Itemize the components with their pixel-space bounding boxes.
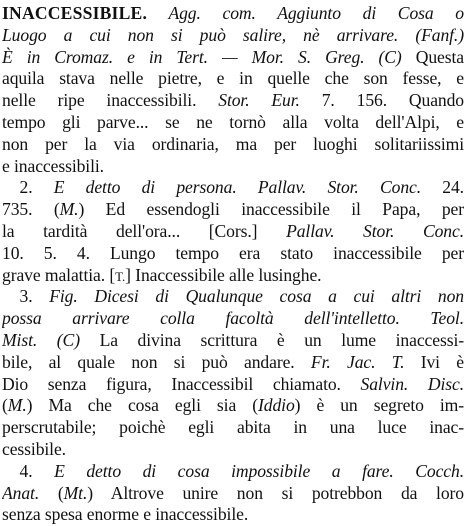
- text-line: [2, 3, 464, 25]
- roman-text: (: [39, 482, 64, 503]
- italic-text: Luogo a cui non si può salire, nè arrivare. (Fanf.): [2, 24, 464, 45]
- text-line: [2, 461, 464, 483]
- italic-text: Salvin. Disc.: [360, 373, 464, 394]
- text-line: [2, 199, 464, 221]
- small-caps-text: T.: [115, 268, 126, 284]
- roman-text: 24.: [421, 177, 464, 198]
- roman-text: La divina scrittura è un lume inaccessi-: [79, 329, 464, 350]
- italic-text: È in Cromaz. e in Tert. — Mor. S. Greg. (C): [2, 46, 402, 67]
- roman-text: e inaccessibili.: [2, 155, 104, 176]
- text-line: [2, 47, 464, 69]
- roman-text: ] Inaccessibile alle lusinghe.: [125, 264, 322, 285]
- roman-text: senza spesa enorme e inaccessibile.: [2, 504, 249, 525]
- italic-text: M.: [7, 395, 27, 416]
- italic-text: Agg. com. Aggiunto di Cosa o: [147, 3, 464, 23]
- text-line: [2, 90, 464, 112]
- roman-text: (: [2, 395, 8, 416]
- roman-text: tempo gli parve... se ne tornò alla volta dell'Alpi, e: [2, 111, 464, 132]
- roman-text: 3.: [2, 286, 50, 307]
- text-line: [2, 286, 464, 308]
- roman-text: cessibile.: [2, 438, 66, 459]
- italic-text: Mist. (C): [2, 329, 80, 350]
- italic-text: Stor. Eur.: [218, 90, 300, 111]
- text-line: [2, 395, 464, 417]
- text-line: [2, 177, 464, 199]
- italic-text: Anat.: [2, 482, 40, 503]
- roman-text: Questa: [401, 46, 464, 67]
- roman-text: aquila stava nelle pietre, e in quelle che son fesse, e: [2, 68, 464, 89]
- roman-text: 2.: [2, 177, 54, 198]
- italic-text: Fig. Dicesi di Qualunque cosa a cui altri non: [49, 286, 464, 307]
- headword: INACCESSIBILE.: [2, 3, 148, 23]
- italic-text: Mt.: [63, 482, 88, 503]
- italic-text: Fr. Jac. T.: [310, 351, 405, 372]
- text-line: [2, 112, 464, 134]
- italic-text: M.: [59, 199, 79, 220]
- roman-text: 10. 5. 4. Lungo tempo era stato inaccessibile per: [2, 242, 464, 263]
- text-line: [2, 308, 464, 330]
- roman-text: grave malattia. [: [2, 264, 116, 285]
- text-line: [2, 156, 464, 178]
- roman-text: ) Ed essendogli inaccessibile il Papa, per: [78, 199, 464, 220]
- text-line: [2, 504, 464, 526]
- italic-text: E detto di persona. Pallav. Stor. Conc.: [53, 177, 422, 198]
- text-line: [2, 439, 464, 461]
- roman-text: Dio senza figura, Inaccessibil chiamato.: [2, 373, 361, 394]
- roman-text: perscrutabile; poichè egli abita in una luce inac-: [2, 417, 464, 438]
- dictionary-entry: [2, 3, 464, 526]
- roman-text: Ivi è: [404, 351, 464, 372]
- entry-text-block: [2, 3, 464, 526]
- roman-text: 735. (: [2, 199, 60, 220]
- text-line: [2, 68, 464, 90]
- roman-text: non per la via ordinaria, ma per luoghi solitariissimi: [2, 133, 464, 154]
- italic-text: E detto di cosa impossibile a fare. Cocch.: [54, 460, 464, 481]
- text-line: [2, 221, 464, 243]
- roman-text: la tardità dell'ora... [Cors.]: [2, 220, 287, 241]
- text-line: [2, 243, 464, 265]
- roman-text: ) Altrove unire non si potrebbon da loro: [87, 482, 464, 503]
- text-line: [2, 265, 464, 287]
- roman-text: nelle ripe inaccessibili.: [2, 90, 219, 111]
- roman-text: 7. 156. Quando: [299, 90, 464, 111]
- text-line: [2, 25, 464, 47]
- italic-text: Iddio: [258, 395, 295, 416]
- roman-text: ) Ma che cosa egli sia (: [26, 395, 258, 416]
- italic-text: possa arrivare colla facoltà dell'intelletto. Teol.: [2, 308, 464, 329]
- roman-text: bile, al quale non si può andare.: [2, 351, 311, 372]
- roman-text: ) è un segreto im-: [294, 395, 464, 416]
- italic-text: Pallav. Stor. Conc.: [286, 220, 464, 241]
- text-line: [2, 417, 464, 439]
- roman-text: 4.: [2, 460, 55, 481]
- text-line: [2, 374, 464, 396]
- text-line: [2, 352, 464, 374]
- text-line: [2, 483, 464, 505]
- text-line: [2, 134, 464, 156]
- text-line: [2, 330, 464, 352]
